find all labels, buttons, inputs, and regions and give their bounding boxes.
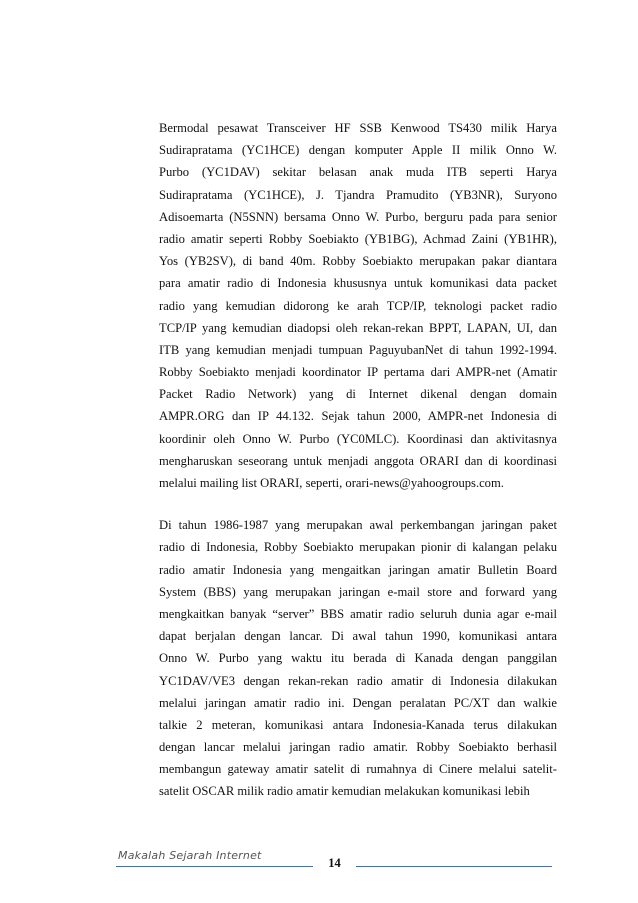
text-line: Yos (YB2SV), di band 40m. Robby Soebiakto merupakan pakar diantara	[159, 254, 557, 269]
text-line: System (BBS) yang merupakan jaringan e-mail store and forward yang	[159, 584, 557, 599]
text-line: Packet Radio Network) yang di Internet dikenal dengan domain	[159, 387, 557, 402]
text-line: mengharuskan seseorang untuk menjadi anggota ORARI dan di koordinasi	[159, 453, 557, 468]
body-text	[159, 117, 557, 803]
text-line: para amatir radio di Indonesia khususnya untuk komunikasi data packet	[159, 276, 557, 291]
text-line: Bermodal pesawat Transceiver HF SSB Kenwood TS430 milik Harya	[159, 121, 557, 135]
text-line: mengkaitkan banyak “server” BBS amatir radio seluruh dunia agar e-mail	[159, 606, 557, 621]
text-line: melalui jaringan amatir radio ini. Dengan peralatan PC/XT dan walkie	[159, 695, 557, 710]
text-line: dengan lancar melalui jaringan radio amatir. Robby Soebiakto berhasil	[159, 740, 557, 755]
text-line: ITB yang kemudian menjadi tumpuan PaguyubanNet di tahun 1992-1994.	[159, 342, 557, 357]
text-line: Adisoemarta (N5SNN) bersama Onno W. Purbo, berguru pada para senior	[159, 209, 557, 224]
text-line: membangun gateway amatir satelit di rumahnya di Cinere melalui satelit-	[159, 762, 557, 777]
text-line: dapat berjalan dengan lancar. Di awal tahun 1990, komunikasi antara	[159, 629, 557, 644]
text-line: Onno W. Purbo yang waktu itu berada di Kanada dengan panggilan	[159, 651, 557, 666]
text-line: Di tahun 1986-1987 yang merupakan awal perkembangan jaringan paket	[159, 518, 557, 533]
text-line: radio yang kemudian didorong ke arah TCP/IP, teknologi packet radio	[159, 298, 557, 313]
text-line: satelit OSCAR milik radio amatir kemudian melakukan komunikasi lebih	[159, 784, 530, 799]
page-number: 14	[328, 856, 341, 870]
footer-rule-right	[356, 866, 552, 867]
text-line: Purbo (YC1DAV) sekitar belasan anak muda ITB seperti Harya	[159, 165, 557, 180]
text-line: Robby Soebiakto menjadi koordinator IP pertama dari AMPR-net (Amatir	[159, 365, 557, 380]
text-line: radio di Indonesia, Robby Soebiakto merupakan pionir di kalangan pelaku	[159, 540, 557, 555]
text-line: YC1DAV/VE3 dengan rekan-rekan radio amatir di Indonesia dilakukan	[159, 673, 557, 688]
text-line: talkie 2 meteran, komunikasi antara Indonesia-Kanada terus dilakukan	[159, 717, 557, 732]
text-line: Sudirapratama (YC1HCE) dengan komputer Apple II milik Onno W.	[159, 143, 557, 158]
footer-rule-left	[116, 866, 313, 867]
text-line: radio amatir seperti Robby Soebiakto (YB1BG), Achmad Zaini (YB1HR),	[159, 231, 557, 246]
text-line: koordinir oleh Onno W. Purbo (YC0MLC). Koordinasi dan aktivitasnya	[159, 431, 557, 446]
text-line: TCP/IP yang kemudian diadopsi oleh rekan-rekan BPPT, LAPAN, UI, dan	[159, 320, 557, 335]
paragraph-1	[159, 117, 557, 494]
text-line: melalui mailing list ORARI, seperti, orari-news@yahoogroups.com.	[159, 476, 504, 490]
text-line: AMPR.ORG dan IP 44.132. Sejak tahun 2000, AMPR-net Indonesia di	[159, 409, 557, 424]
text-line: Sudirapratama (YC1HCE), J. Tjandra Pramudito (YB3NR), Suryono	[159, 187, 557, 202]
footer-title: Makalah Sejarah Internet	[118, 849, 262, 862]
text-line: radio amatir Indonesia yang mengaitkan jaringan amatir Bulletin Board	[159, 562, 557, 577]
paragraph-2	[159, 514, 557, 802]
